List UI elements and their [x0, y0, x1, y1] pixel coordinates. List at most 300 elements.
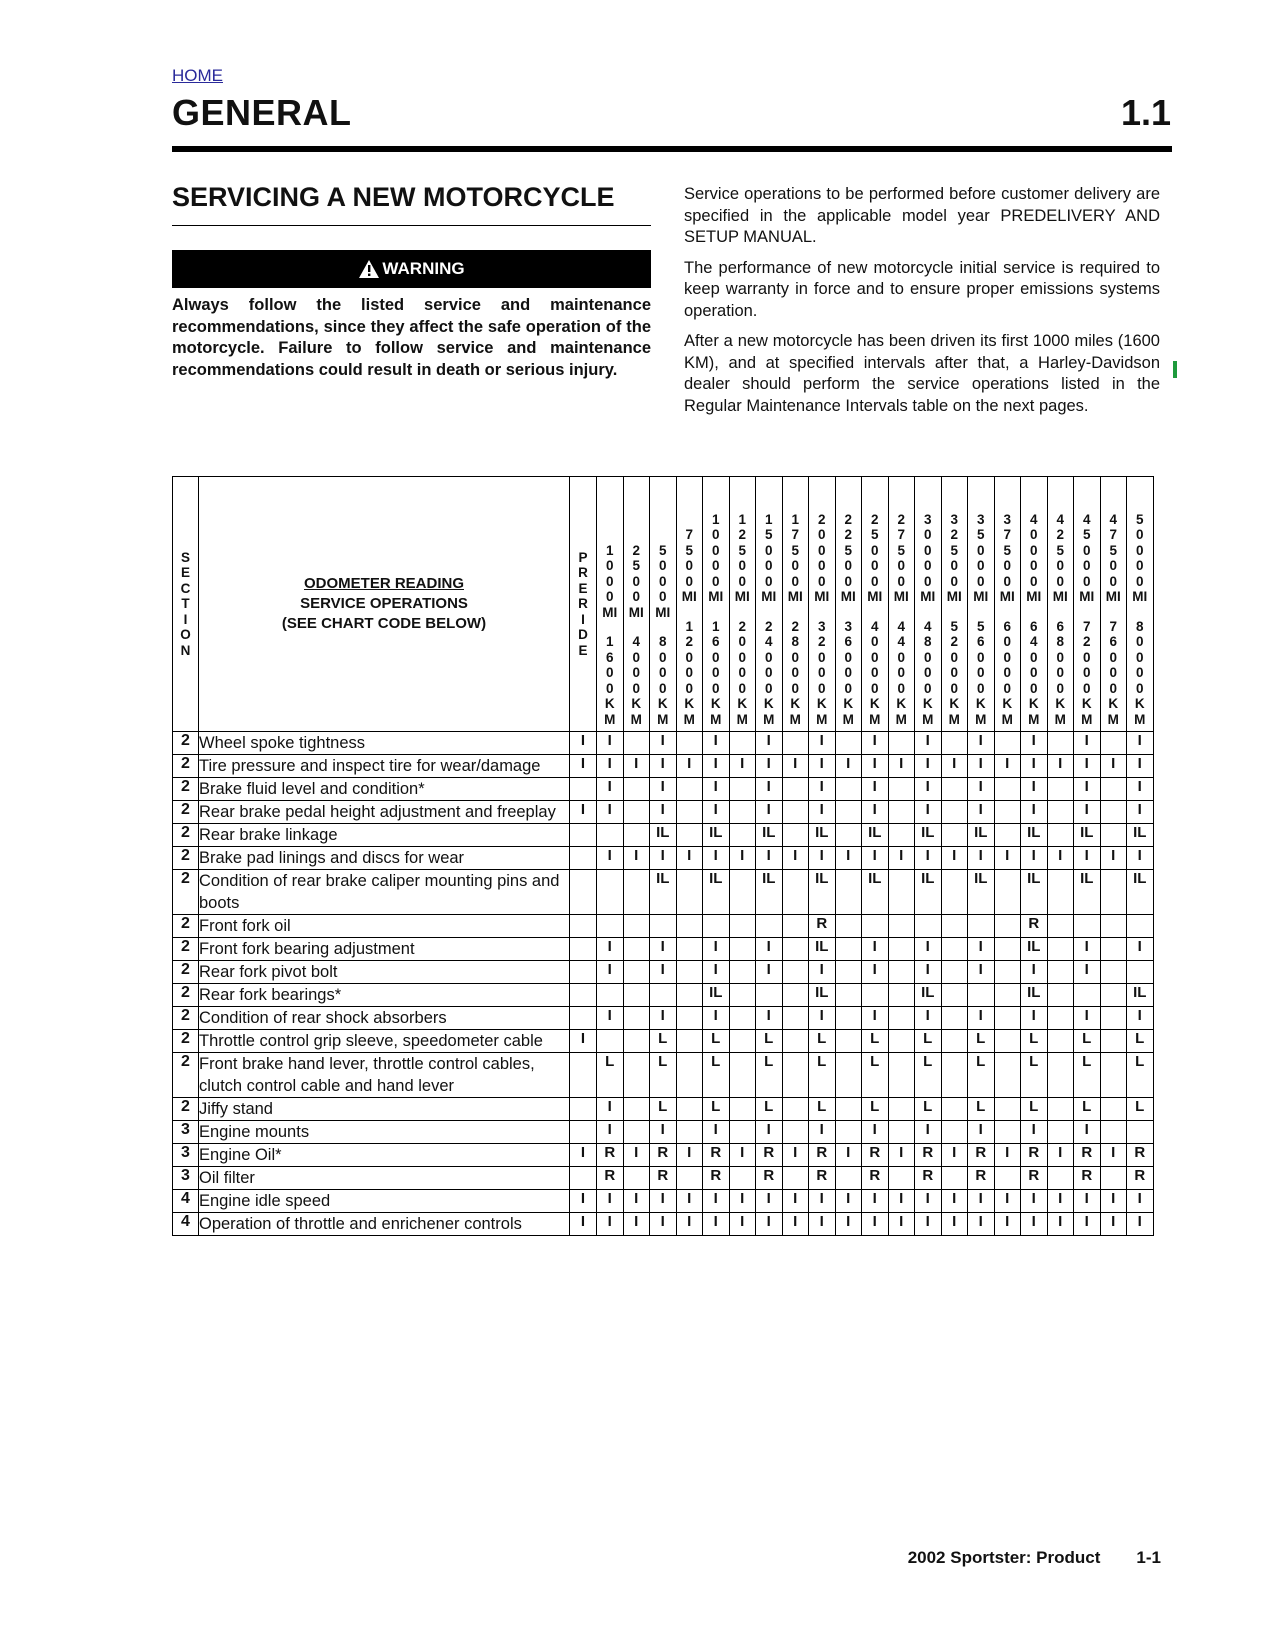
mileage-column-header: 4 7 5 0 0 MI 7 6 0 0 0 K M	[1100, 477, 1127, 732]
interval-code-cell: I	[809, 755, 836, 778]
interval-code-cell	[1100, 1030, 1127, 1053]
operation-cell: Rear fork pivot bolt	[199, 961, 570, 984]
section-cell: 2	[173, 801, 199, 824]
interval-code-cell: I	[676, 1190, 703, 1213]
interval-code-cell: L	[1127, 1053, 1154, 1098]
interval-code-cell	[994, 732, 1021, 755]
interval-code-cell	[994, 778, 1021, 801]
interval-code-cell: IL	[1074, 870, 1101, 915]
interval-code-cell	[676, 1030, 703, 1053]
interval-code-cell: I	[703, 1213, 730, 1236]
interval-code-cell	[1047, 938, 1074, 961]
interval-code-cell	[994, 961, 1021, 984]
interval-code-cell: I	[597, 732, 624, 755]
interval-code-cell: I	[1127, 1190, 1154, 1213]
interval-code-cell: R	[968, 1167, 995, 1190]
interval-code-cell	[1100, 1121, 1127, 1144]
mileage-column-header: 1 7 5 0 0 MI 2 8 0 0 0 K M	[782, 477, 809, 732]
interval-code-cell: IL	[756, 870, 783, 915]
interval-code-cell	[994, 1030, 1021, 1053]
interval-code-cell	[1127, 961, 1154, 984]
interval-code-cell	[729, 961, 756, 984]
interval-code-cell: I	[729, 1213, 756, 1236]
interval-code-cell	[835, 1053, 862, 1098]
interval-code-cell: I	[703, 755, 730, 778]
interval-code-cell: I	[597, 755, 624, 778]
interval-code-cell: I	[703, 961, 730, 984]
interval-code-cell	[888, 984, 915, 1007]
interval-code-cell: IL	[862, 870, 889, 915]
interval-code-cell	[1047, 1167, 1074, 1190]
interval-code-cell: L	[756, 1030, 783, 1053]
interval-code-cell: I	[650, 1190, 677, 1213]
section-cell: 2	[173, 870, 199, 915]
interval-code-cell: IL	[1074, 824, 1101, 847]
interval-code-cell: I	[570, 1190, 597, 1213]
interval-code-cell: R	[756, 1144, 783, 1167]
interval-code-cell: I	[676, 1144, 703, 1167]
interval-code-cell: I	[1074, 1213, 1101, 1236]
warning-banner	[172, 250, 651, 288]
interval-code-cell	[835, 801, 862, 824]
interval-code-cell: I	[703, 1007, 730, 1030]
interval-code-cell	[835, 961, 862, 984]
interval-code-cell	[1047, 961, 1074, 984]
interval-code-cell: I	[676, 847, 703, 870]
interval-code-cell	[1100, 824, 1127, 847]
interval-code-cell: I	[729, 1144, 756, 1167]
interval-code-cell: R	[809, 1144, 836, 1167]
interval-code-cell	[1100, 778, 1127, 801]
interval-code-cell: I	[809, 1190, 836, 1213]
interval-code-cell: I	[862, 801, 889, 824]
interval-code-cell: IL	[650, 824, 677, 847]
interval-code-cell: I	[1021, 1007, 1048, 1030]
interval-code-cell: I	[1127, 801, 1154, 824]
interval-code-cell: L	[756, 1098, 783, 1121]
operation-cell: Condition of rear shock absorbers	[199, 1007, 570, 1030]
interval-code-cell: I	[676, 1213, 703, 1236]
interval-code-cell	[1100, 1167, 1127, 1190]
interval-code-cell	[676, 938, 703, 961]
operation-cell: Wheel spoke tightness	[199, 732, 570, 755]
table-row	[173, 1007, 1154, 1030]
interval-code-cell: I	[703, 801, 730, 824]
interval-code-cell	[729, 1053, 756, 1098]
section-cell: 2	[173, 732, 199, 755]
interval-code-cell: I	[862, 1190, 889, 1213]
interval-code-cell: I	[1127, 938, 1154, 961]
interval-code-cell: I	[650, 1213, 677, 1236]
interval-code-cell: I	[1127, 1007, 1154, 1030]
interval-code-cell: I	[597, 1121, 624, 1144]
interval-code-cell	[729, 915, 756, 938]
interval-code-cell: I	[1074, 847, 1101, 870]
interval-code-cell	[676, 1121, 703, 1144]
interval-code-cell	[941, 1030, 968, 1053]
maintenance-schedule-table	[172, 476, 1154, 1236]
interval-code-cell: I	[835, 1144, 862, 1167]
interval-code-cell	[1047, 1053, 1074, 1098]
interval-code-cell	[941, 984, 968, 1007]
interval-code-cell	[729, 1030, 756, 1053]
interval-code-cell: R	[703, 1167, 730, 1190]
interval-code-cell: IL	[862, 824, 889, 847]
interval-code-cell	[941, 870, 968, 915]
section-cell: 2	[173, 1030, 199, 1053]
interval-code-cell: I	[782, 1190, 809, 1213]
table-row	[173, 938, 1154, 961]
interval-code-cell	[782, 1167, 809, 1190]
interval-code-cell: I	[1100, 1144, 1127, 1167]
interval-code-cell	[1100, 1007, 1127, 1030]
interval-code-cell: I	[968, 1213, 995, 1236]
interval-code-cell: I	[597, 778, 624, 801]
interval-code-cell	[623, 961, 650, 984]
interval-code-cell	[782, 984, 809, 1007]
operation-cell: Brake fluid level and condition*	[199, 778, 570, 801]
interval-code-cell: I	[729, 755, 756, 778]
interval-code-cell	[888, 1121, 915, 1144]
interval-code-cell	[994, 1007, 1021, 1030]
interval-code-cell	[782, 870, 809, 915]
interval-code-cell: I	[862, 847, 889, 870]
operation-cell: Front fork oil	[199, 915, 570, 938]
intro-paragraph: The performance of new motorcycle initial service is required to keep warranty in force and to ensure proper emissions systems operation.	[684, 258, 1160, 320]
table-row	[173, 1213, 1154, 1236]
interval-code-cell: I	[782, 847, 809, 870]
interval-code-cell: I	[915, 1121, 942, 1144]
interval-code-cell	[623, 915, 650, 938]
warning-triangle-icon	[358, 259, 380, 279]
interval-code-cell: I	[994, 755, 1021, 778]
interval-code-cell: I	[570, 801, 597, 824]
interval-code-cell: IL	[968, 870, 995, 915]
interval-code-cell: IL	[809, 870, 836, 915]
interval-code-cell	[941, 778, 968, 801]
section-cell: 2	[173, 984, 199, 1007]
mileage-column-header: 3 0 0 0 0 MI 4 8 0 0 0 K M	[915, 477, 942, 732]
operation-cell: Brake pad linings and discs for wear	[199, 847, 570, 870]
section-cell: 2	[173, 847, 199, 870]
interval-code-cell: I	[1047, 755, 1074, 778]
mileage-column-header: 3 7 5 0 0 MI 6 0 0 0 0 K M	[994, 477, 1021, 732]
interval-code-cell	[756, 984, 783, 1007]
interval-code-cell: I	[809, 732, 836, 755]
interval-code-cell: I	[888, 755, 915, 778]
operation-cell: Tire pressure and inspect tire for wear/damage	[199, 755, 570, 778]
interval-code-cell: I	[835, 847, 862, 870]
interval-code-cell	[676, 824, 703, 847]
interval-code-cell	[888, 1053, 915, 1098]
interval-code-cell: R	[597, 1144, 624, 1167]
interval-code-cell: I	[1021, 961, 1048, 984]
interval-code-cell: I	[1127, 847, 1154, 870]
interval-code-cell	[941, 824, 968, 847]
table-row	[173, 755, 1154, 778]
table-header-row	[173, 477, 1154, 732]
section-cell: 2	[173, 778, 199, 801]
interval-code-cell: I	[597, 801, 624, 824]
interval-code-cell: I	[888, 847, 915, 870]
interval-code-cell	[835, 1121, 862, 1144]
section-heading: SERVICING A NEW MOTORCYCLE	[172, 182, 615, 212]
interval-code-cell: I	[597, 1190, 624, 1213]
interval-code-cell: I	[809, 1007, 836, 1030]
interval-code-cell: R	[809, 915, 836, 938]
interval-code-cell: I	[1074, 1007, 1101, 1030]
interval-code-cell	[623, 1030, 650, 1053]
interval-code-cell: I	[756, 801, 783, 824]
interval-code-cell: I	[1074, 778, 1101, 801]
section-cell: 2	[173, 1098, 199, 1121]
interval-code-cell: I	[835, 1190, 862, 1213]
interval-code-cell	[1127, 915, 1154, 938]
heading-rule	[172, 225, 651, 226]
interval-code-cell: R	[862, 1167, 889, 1190]
interval-code-cell: L	[703, 1030, 730, 1053]
interval-code-cell: I	[650, 801, 677, 824]
interval-code-cell: I	[862, 1121, 889, 1144]
interval-code-cell	[888, 732, 915, 755]
interval-code-cell: I	[597, 1213, 624, 1236]
interval-code-cell: I	[1021, 1190, 1048, 1213]
interval-code-cell	[941, 961, 968, 984]
interval-code-cell: IL	[1021, 824, 1048, 847]
interval-code-cell	[862, 915, 889, 938]
interval-code-cell	[623, 1053, 650, 1098]
mileage-column-header: 1 0 0 0 0 MI 1 6 0 0 0 K M	[703, 477, 730, 732]
interval-code-cell	[835, 915, 862, 938]
interval-code-cell	[941, 801, 968, 824]
mileage-column-header: 4 2 5 0 0 MI 6 8 0 0 0 K M	[1047, 477, 1074, 732]
interval-code-cell: IL	[809, 984, 836, 1007]
interval-code-cell: I	[862, 1213, 889, 1236]
interval-code-cell	[570, 915, 597, 938]
mileage-column-header: 2 7 5 0 0 MI 4 4 0 0 0 K M	[888, 477, 915, 732]
header-rule	[172, 146, 1172, 152]
mileage-column-header: 5 0 0 0 MI 8 0 0 0 K M	[650, 477, 677, 732]
interval-code-cell	[570, 1007, 597, 1030]
interval-code-cell: I	[915, 732, 942, 755]
mileage-column-header: 4 0 0 0 0 MI 6 4 0 0 0 K M	[1021, 477, 1048, 732]
operation-cell: Engine mounts	[199, 1121, 570, 1144]
odometer-column-header: ODOMETER READING SERVICE OPERATIONS (SEE CHART CODE BELOW)	[199, 477, 570, 732]
interval-code-cell: I	[862, 961, 889, 984]
interval-code-cell: I	[703, 847, 730, 870]
interval-code-cell: IL	[1021, 870, 1048, 915]
interval-code-cell	[994, 1053, 1021, 1098]
interval-code-cell: I	[1100, 847, 1127, 870]
interval-code-cell	[570, 1121, 597, 1144]
interval-code-cell: I	[597, 1098, 624, 1121]
interval-code-cell: I	[1100, 1213, 1127, 1236]
interval-code-cell: I	[862, 732, 889, 755]
interval-code-cell: IL	[915, 870, 942, 915]
interval-code-cell: I	[597, 938, 624, 961]
interval-code-cell: IL	[915, 984, 942, 1007]
interval-code-cell	[1100, 1053, 1127, 1098]
interval-code-cell	[676, 984, 703, 1007]
interval-code-cell: I	[756, 732, 783, 755]
interval-code-cell: R	[862, 1144, 889, 1167]
interval-code-cell: I	[1074, 1121, 1101, 1144]
mileage-column-header: 7 5 0 0 MI 1 2 0 0 0 K M	[676, 477, 703, 732]
interval-code-cell: I	[756, 938, 783, 961]
interval-code-cell: L	[809, 1030, 836, 1053]
interval-code-cell: I	[1074, 732, 1101, 755]
section-cell: 2	[173, 824, 199, 847]
intro-paragraph: Service operations to be performed before customer delivery are specified in the applicable model year PREDELIVERY AND SETUP MANUAL.	[684, 185, 1160, 246]
interval-code-cell: I	[1021, 755, 1048, 778]
interval-code-cell	[941, 1167, 968, 1190]
interval-code-cell: I	[756, 961, 783, 984]
interval-code-cell: I	[862, 938, 889, 961]
interval-code-cell: R	[756, 1167, 783, 1190]
interval-code-cell: I	[835, 755, 862, 778]
interval-code-cell: I	[782, 1213, 809, 1236]
interval-code-cell: IL	[1021, 938, 1048, 961]
table-row	[173, 778, 1154, 801]
interval-code-cell: I	[1021, 1213, 1048, 1236]
interval-code-cell: I	[1047, 847, 1074, 870]
interval-code-cell	[941, 938, 968, 961]
section-cell: 3	[173, 1121, 199, 1144]
interval-code-cell	[729, 778, 756, 801]
section-number: 1.1	[1120, 92, 1171, 133]
interval-code-cell	[888, 1167, 915, 1190]
interval-code-cell: I	[703, 732, 730, 755]
interval-code-cell: I	[650, 732, 677, 755]
interval-code-cell	[835, 870, 862, 915]
interval-code-cell	[835, 824, 862, 847]
interval-code-cell: I	[1074, 755, 1101, 778]
table-row	[173, 824, 1154, 847]
interval-code-cell	[1047, 732, 1074, 755]
interval-code-cell: I	[1127, 732, 1154, 755]
interval-code-cell: I	[1047, 1144, 1074, 1167]
interval-code-cell	[968, 984, 995, 1007]
interval-code-cell	[782, 938, 809, 961]
mileage-column-header: 3 5 0 0 0 MI 5 6 0 0 0 K M	[968, 477, 995, 732]
interval-code-cell	[1100, 1098, 1127, 1121]
section-cell: 2	[173, 961, 199, 984]
interval-code-cell	[835, 1030, 862, 1053]
interval-code-cell	[597, 1030, 624, 1053]
section-cell: 4	[173, 1213, 199, 1236]
interval-code-cell: L	[650, 1098, 677, 1121]
interval-code-cell	[570, 1167, 597, 1190]
interval-code-cell	[994, 938, 1021, 961]
interval-code-cell: I	[915, 778, 942, 801]
interval-code-cell	[941, 1121, 968, 1144]
interval-code-cell: I	[650, 1121, 677, 1144]
interval-code-cell: IL	[703, 824, 730, 847]
interval-code-cell	[941, 1098, 968, 1121]
table-row	[173, 870, 1154, 915]
interval-code-cell: I	[888, 1190, 915, 1213]
interval-code-cell: L	[1074, 1098, 1101, 1121]
preride-column-header: P R E R I D E	[570, 477, 597, 732]
interval-code-cell: R	[915, 1167, 942, 1190]
operation-cell: Operation of throttle and enrichener controls	[199, 1213, 570, 1236]
interval-code-cell	[888, 1030, 915, 1053]
interval-code-cell: I	[915, 847, 942, 870]
table-row	[173, 984, 1154, 1007]
interval-code-cell	[782, 1053, 809, 1098]
interval-code-cell	[888, 961, 915, 984]
interval-code-cell	[623, 1121, 650, 1144]
operation-cell: Engine Oil*	[199, 1144, 570, 1167]
interval-code-cell: I	[756, 1190, 783, 1213]
section-cell: 2	[173, 755, 199, 778]
interval-code-cell	[782, 961, 809, 984]
interval-code-cell: I	[1100, 1190, 1127, 1213]
interval-code-cell: R	[1074, 1144, 1101, 1167]
interval-code-cell	[570, 1053, 597, 1098]
interval-code-cell: R	[1021, 1167, 1048, 1190]
interval-code-cell	[835, 984, 862, 1007]
interval-code-cell	[570, 778, 597, 801]
interval-code-cell	[888, 915, 915, 938]
interval-code-cell: IL	[915, 824, 942, 847]
interval-code-cell: L	[650, 1053, 677, 1098]
interval-code-cell	[729, 1007, 756, 1030]
interval-code-cell: I	[597, 847, 624, 870]
interval-code-cell: I	[756, 1121, 783, 1144]
home-link[interactable]: HOME	[172, 66, 223, 85]
footer-product: 2002 Sportster: Product	[907, 1548, 1101, 1567]
interval-code-cell	[782, 1030, 809, 1053]
interval-code-cell: I	[650, 755, 677, 778]
interval-code-cell: I	[809, 1213, 836, 1236]
interval-code-cell: R	[809, 1167, 836, 1190]
operation-cell: Oil filter	[199, 1167, 570, 1190]
interval-code-cell: I	[1074, 801, 1101, 824]
interval-code-cell	[676, 801, 703, 824]
interval-code-cell	[1047, 778, 1074, 801]
interval-code-cell	[888, 824, 915, 847]
interval-code-cell: I	[1127, 778, 1154, 801]
interval-code-cell: I	[941, 847, 968, 870]
interval-code-cell	[994, 801, 1021, 824]
interval-code-cell	[650, 984, 677, 1007]
interval-code-cell	[941, 915, 968, 938]
interval-code-cell: I	[756, 778, 783, 801]
interval-code-cell: I	[782, 1144, 809, 1167]
mileage-column-header: 2 5 0 0 MI 4 0 0 0 K M	[623, 477, 650, 732]
interval-code-cell: I	[623, 1213, 650, 1236]
interval-code-cell: I	[1074, 1190, 1101, 1213]
interval-code-cell	[968, 915, 995, 938]
interval-code-cell: L	[809, 1098, 836, 1121]
table-row	[173, 1053, 1154, 1098]
section-cell: 2	[173, 915, 199, 938]
interval-code-cell: I	[1021, 778, 1048, 801]
interval-code-cell: I	[703, 1121, 730, 1144]
interval-code-cell: I	[915, 801, 942, 824]
interval-code-cell	[1047, 1098, 1074, 1121]
interval-code-cell	[994, 1121, 1021, 1144]
operation-cell: Front fork bearing adjustment	[199, 938, 570, 961]
interval-code-cell	[835, 938, 862, 961]
revision-change-bar	[1173, 361, 1177, 378]
interval-code-cell	[597, 915, 624, 938]
interval-code-cell: L	[1021, 1098, 1048, 1121]
interval-code-cell	[888, 801, 915, 824]
interval-code-cell	[994, 824, 1021, 847]
interval-code-cell	[915, 915, 942, 938]
